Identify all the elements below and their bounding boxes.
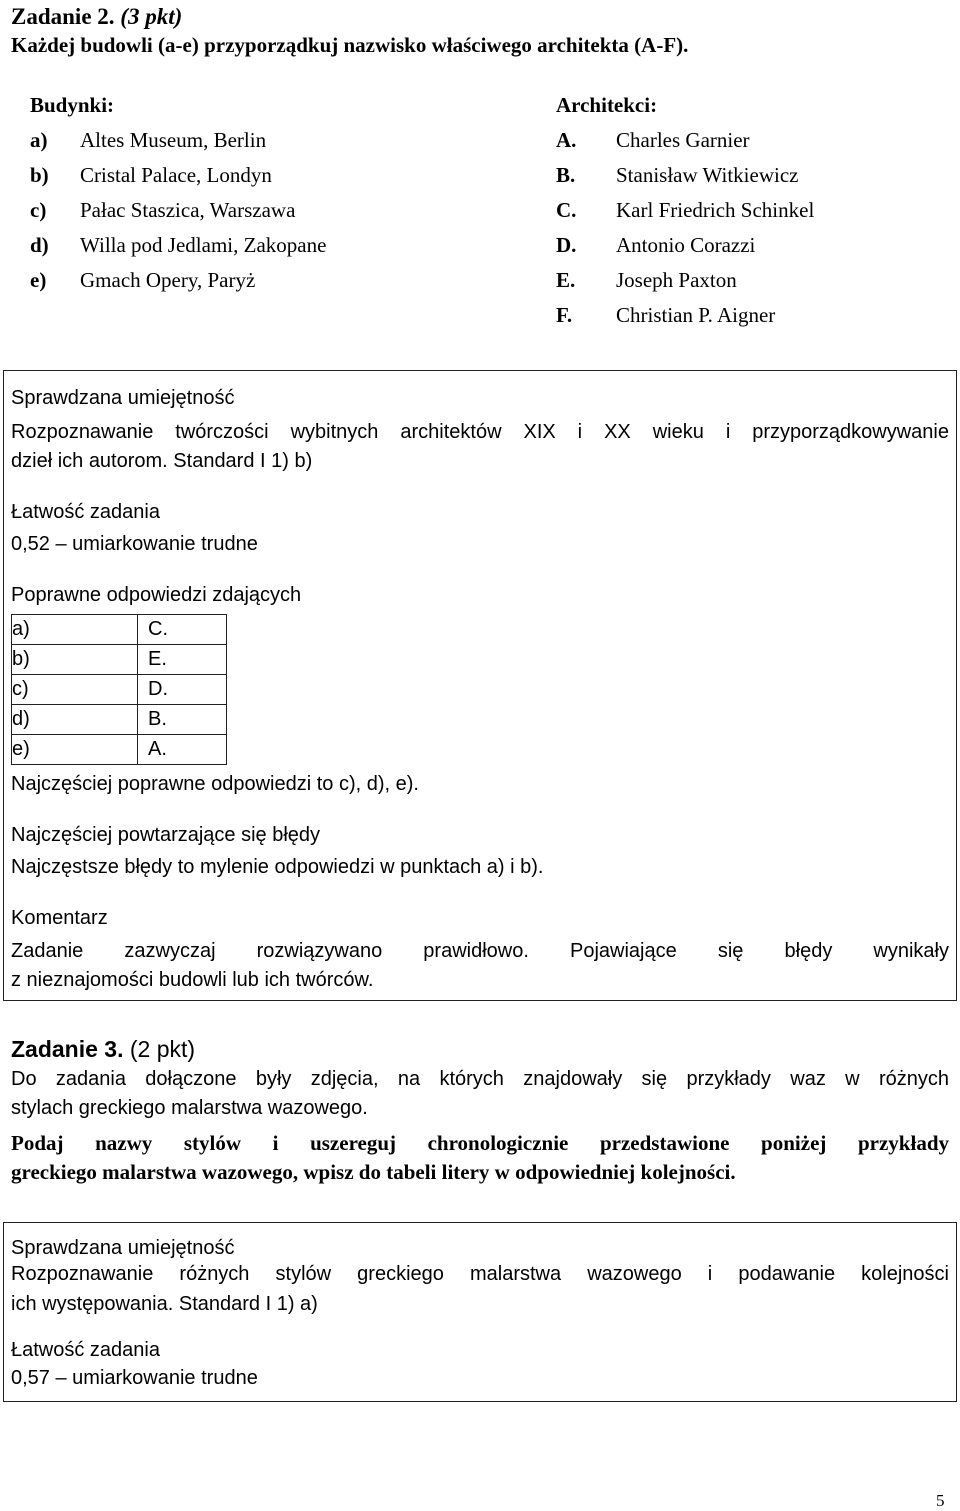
architects-header: Architekci:	[556, 93, 658, 117]
architect-name: Joseph Paxton	[616, 268, 737, 292]
building-key: b)	[30, 163, 49, 187]
answer-value: A.	[138, 735, 227, 765]
architect-item-d	[556, 235, 755, 256]
task3-command-line2: greckiego malarstwa wazowego, wpisz do tabeli litery w odpowiedniej kolejności.	[11, 1160, 736, 1184]
answer-question: d)	[12, 705, 138, 735]
answer-question: c)	[12, 675, 138, 705]
task3-intro-line2: stylach greckiego malarstwa wazowego.	[11, 1097, 368, 1119]
architect-key: B.	[556, 163, 576, 187]
answer-value: D.	[138, 675, 227, 705]
task3-title: Zadanie 3.	[11, 1036, 124, 1062]
task2-ease-header: Łatwość zadania	[11, 501, 160, 523]
building-name: Cristal Palace, Londyn	[80, 163, 272, 187]
architect-item-f	[556, 305, 775, 326]
building-item-d	[30, 235, 326, 256]
building-item-e	[30, 270, 255, 291]
building-item-b	[30, 165, 272, 186]
page-number: 5	[936, 1491, 945, 1510]
architect-key: C.	[556, 198, 577, 222]
table-row	[12, 735, 227, 765]
task3-skill-line1: Rozpoznawanie różnych stylów greckiego malarstwa wazowego i podawanie kolejności	[11, 1263, 949, 1285]
task2-ease-value: 0,52 – umiarkowanie trudne	[11, 533, 258, 555]
answer-question: e)	[12, 735, 138, 765]
task3-command-line1: Podaj nazwy stylów i uszereguj chronologicznie przedstawione poniżej przykłady	[11, 1131, 949, 1155]
task2-heading	[11, 5, 182, 28]
task2-comment-line2: z nieznajomości budowli lub ich twórców.	[11, 969, 374, 991]
architect-name: Karl Friedrich Schinkel	[616, 198, 815, 222]
architect-name: Stanisław Witkiewicz	[616, 163, 799, 187]
building-key: d)	[30, 233, 49, 257]
buildings-header: Budynki:	[30, 93, 115, 117]
building-name: Gmach Opery, Paryż	[80, 268, 256, 292]
task2-errors-header: Najczęściej powtarzające się błędy	[11, 824, 321, 846]
table-row	[12, 705, 227, 735]
task2-skill-line2: dzieł ich autorom. Standard I 1) b)	[11, 450, 313, 472]
architect-key: A.	[556, 128, 577, 152]
answer-value: C.	[138, 615, 227, 645]
task2-comment-line1: Zadanie zazwyczaj rozwiązywano prawidłowo. Pojawiające się błędy wynikały	[11, 940, 949, 962]
building-name: Pałac Staszica, Warszawa	[80, 198, 296, 222]
architect-key: E.	[556, 268, 576, 292]
table-row	[12, 675, 227, 705]
building-key: a)	[30, 128, 48, 152]
task3-intro-line1: Do zadania dołączone były zdjęcia, na których znajdowały się przykłady waz w różnych	[11, 1068, 949, 1090]
architect-item-c	[556, 200, 814, 221]
answer-value: E.	[138, 645, 227, 675]
task2-most-correct: Najczęściej poprawne odpowiedzi to c), d), e).	[11, 773, 419, 795]
task3-points: (2 pkt)	[129, 1036, 196, 1062]
task2-points: (3 pkt)	[120, 4, 183, 29]
table-row	[12, 615, 227, 645]
task2-errors-text: Najczęstsze błędy to mylenie odpowiedzi w punktach a) i b).	[11, 856, 544, 878]
answer-question: a)	[12, 615, 138, 645]
architect-name: Antonio Corazzi	[616, 233, 756, 257]
task2-comment-header: Komentarz	[11, 907, 108, 929]
table-row	[12, 645, 227, 675]
architect-key: D.	[556, 233, 577, 257]
task2-skill-line1: Rozpoznawanie twórczości wybitnych architektów XIX i XX wieku i przyporządkowywanie	[11, 421, 949, 443]
building-item-a	[30, 130, 266, 151]
task3-skill-header: Sprawdzana umiejętność	[11, 1237, 235, 1259]
task3-ease-header: Łatwość zadania	[11, 1339, 160, 1361]
answers-table	[11, 614, 227, 765]
task3-heading	[11, 1038, 195, 1061]
building-key: e)	[30, 268, 47, 292]
architect-key: F.	[556, 303, 573, 327]
architect-item-a	[556, 130, 750, 151]
building-name: Altes Museum, Berlin	[80, 128, 267, 152]
answer-value: B.	[138, 705, 227, 735]
building-name: Willa pod Jedlami, Zakopane	[80, 233, 327, 257]
task3-skill-line2: ich występowania. Standard I 1) a)	[11, 1293, 318, 1315]
task2-instruction: Każdej budowli (a-e) przyporządkuj nazwisko właściwego architekta (A-F).	[11, 33, 689, 57]
architect-item-b	[556, 165, 798, 186]
task2-skill-header: Sprawdzana umiejętność	[11, 387, 235, 409]
task3-ease-value: 0,57 – umiarkowanie trudne	[11, 1367, 258, 1389]
building-item-c	[30, 200, 295, 221]
architect-item-e	[556, 270, 737, 291]
task2-title: Zadanie 2.	[11, 4, 115, 29]
building-key: c)	[30, 198, 47, 222]
architect-name: Christian P. Aigner	[616, 303, 776, 327]
task2-answers-header: Poprawne odpowiedzi zdających	[11, 584, 302, 606]
architect-name: Charles Garnier	[616, 128, 750, 152]
answer-question: b)	[12, 645, 138, 675]
